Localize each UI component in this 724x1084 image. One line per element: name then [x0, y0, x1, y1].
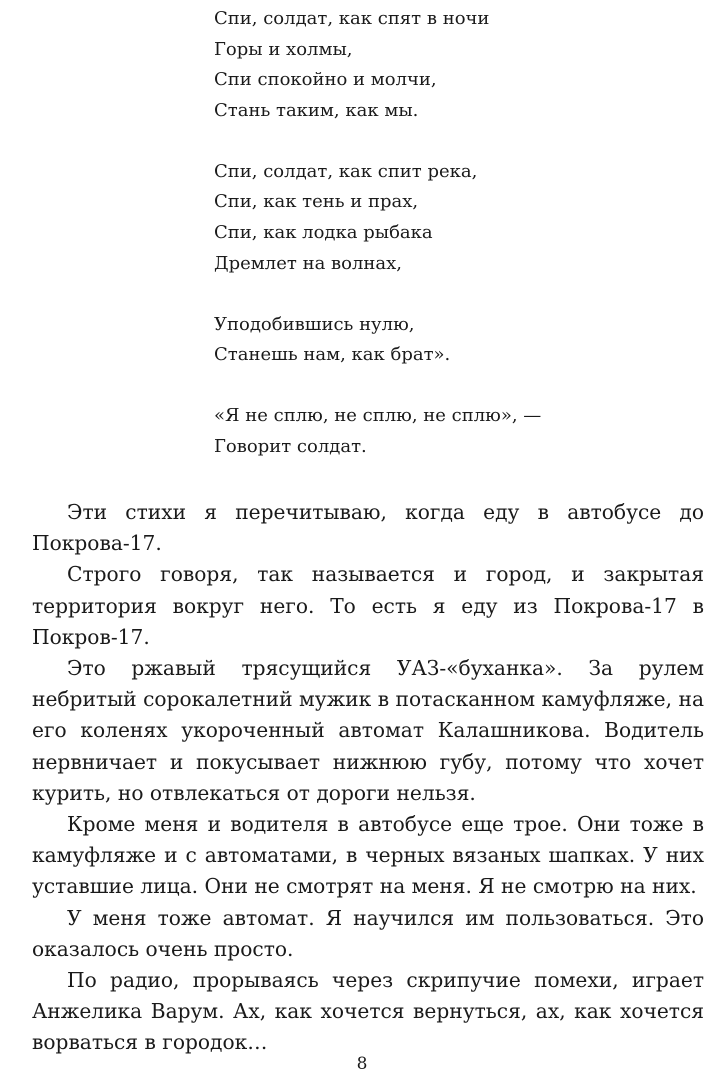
paragraph: Эти стихи я перечитываю, когда еду в автобусе до Покрова-17.	[32, 500, 704, 556]
poem-stanza-1	[214, 4, 694, 126]
poem-stanza-2	[214, 157, 694, 279]
page-number: 8	[356, 1054, 368, 1074]
paragraph: Кроме меня и водителя в автобусе еще трое. Они тоже в камуфляже и с автоматами, в черных вязаных шапках. У них уставшие лица. Они не смотрят на меня. Я не смотрю на них.	[32, 812, 704, 899]
poem-line: Говорит солдат.	[214, 436, 367, 458]
poem-line: «Я не сплю, не сплю, не сплю», —	[214, 405, 542, 427]
poem-line: Горы и холмы,	[214, 38, 353, 60]
poem-line: Спи, как тень и прах,	[214, 191, 419, 213]
poem-line: Спи, солдат, как спят в ночи	[214, 8, 490, 29]
paragraph: Это ржавый трясущийся УАЗ-«буханка». За рулем небритый сорокалетний мужик в потасканном камуфляже, на его коленях укороченный автомат Калашникова. Водитель нервничает и покусывает нижнюю губу, потому что хочет курить, но отвлекаться от дороги нельзя.	[32, 656, 704, 805]
poem-line: Станешь нам, как брат».	[214, 344, 451, 366]
paragraph: По радио, прорываясь через скрипучие помехи, играет Анжелика Варум. Ах, как хочется вернуться, ах, как хочется ворваться в городок…	[32, 968, 704, 1055]
prose-body	[32, 497, 704, 1059]
poem-line: Спи, как лодка рыбака	[214, 222, 433, 244]
poem-line: Спи, солдат, как спит река,	[214, 160, 478, 182]
paragraph: У меня тоже автомат. Я научился им пользоваться. Это оказалось очень просто.	[32, 905, 704, 961]
poem-line: Уподобившись нулю,	[214, 313, 415, 335]
paragraph: Строго говоря, так называется и город, и закрытая территория вокруг него. То есть я еду из Покрова-17 в Покров-17.	[32, 562, 704, 649]
poem-line: Стань таким, как мы.	[214, 99, 419, 121]
poem-stanza-4	[214, 401, 694, 462]
poem-line: Дремлет на волнах,	[214, 252, 403, 274]
poem-stanza-3	[214, 310, 694, 371]
poem-line: Спи спокойно и молчи,	[214, 69, 437, 91]
poem	[214, 4, 694, 463]
